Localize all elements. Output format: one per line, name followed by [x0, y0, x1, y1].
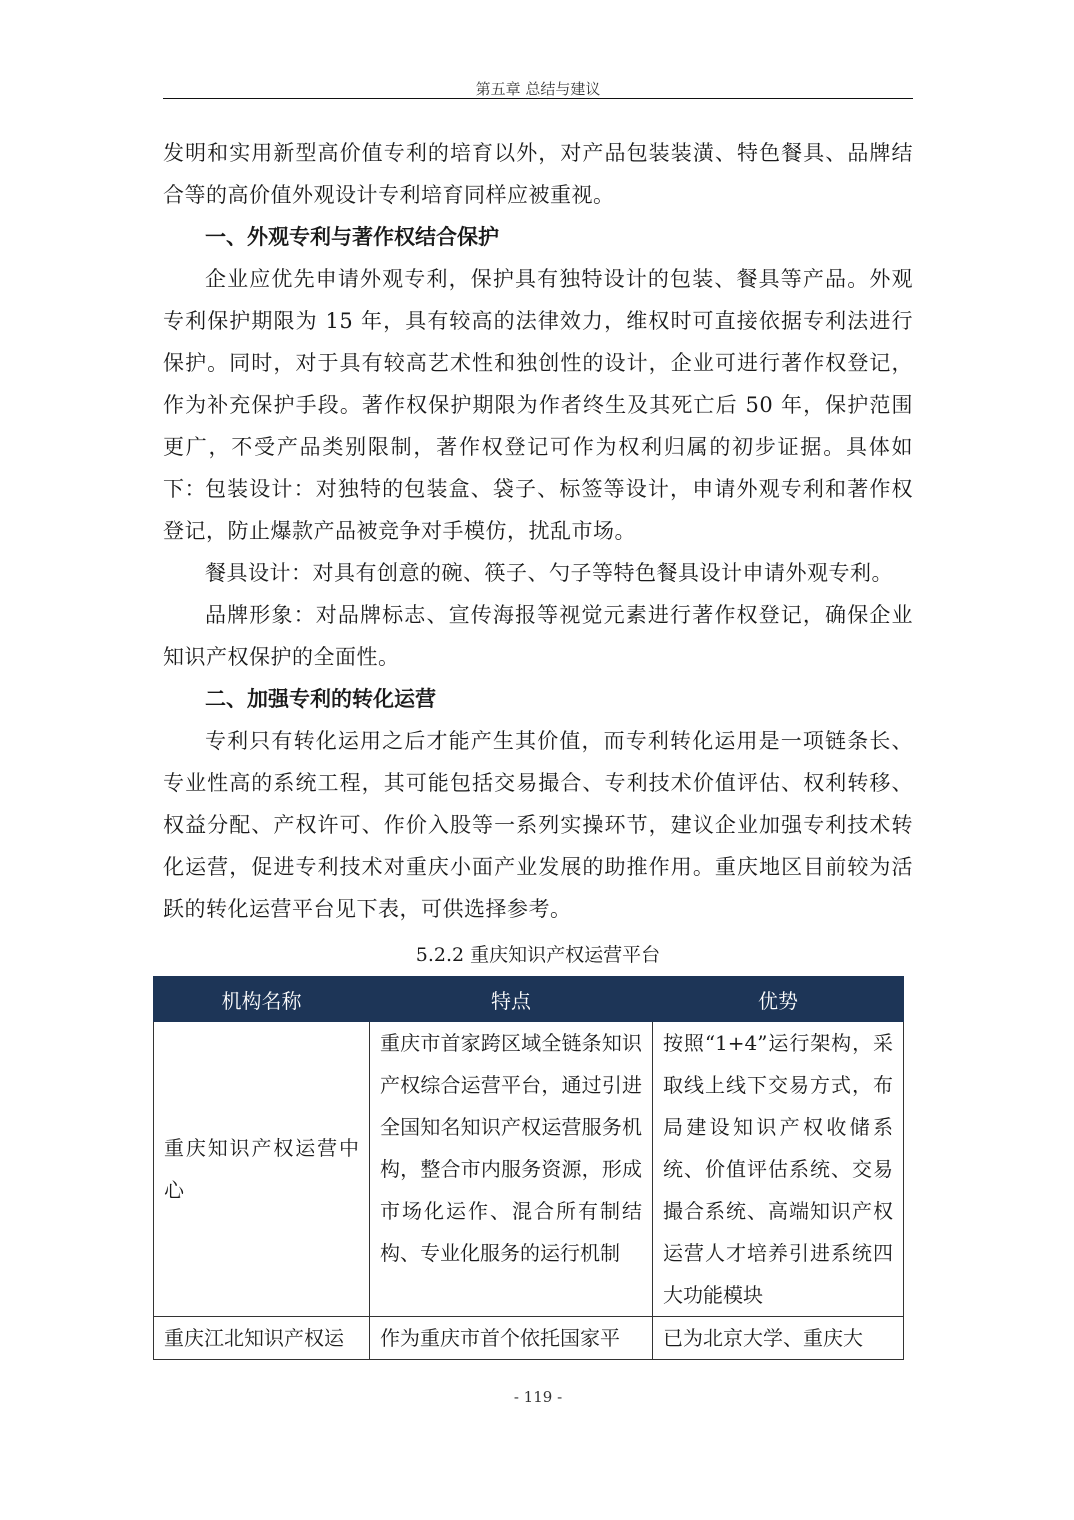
- page-number: - 119 -: [513, 1388, 563, 1406]
- paragraph-commercialization: 专利只有转化运用之后才能产生其价值，而专利转化运用是一项链条长、专业性高的系统工程，其可能包括交易撮合、专利技术价值评估、权利转移、权益分配、产权许可、作价入股等一系列实操环节，建议企业加强专利技术转化运营，促进专利技术对重庆小面产业发展的助推作用。重庆地区目前较为活跃的转化运营平台见下表，可供选择参考。: [163, 729, 913, 921]
- cell-org-name: 重庆知识产权运营中心: [154, 1022, 370, 1317]
- cell-feature: 作为重庆市首个依托国家平: [370, 1317, 653, 1360]
- column-header-advantage: 优势: [653, 977, 904, 1022]
- cell-org-name: 重庆江北知识产权运: [154, 1317, 370, 1360]
- section-heading-2: 二、加强专利的转化运营: [205, 687, 436, 711]
- paragraph-brand: 品牌形象：对品牌标志、宣传海报等视觉元素进行著作权登记，确保企业知识产权保护的全面性。: [163, 603, 913, 669]
- running-header: 第五章 总结与建议: [475, 80, 601, 98]
- table-header-row: [154, 977, 904, 1022]
- cell-feature: 重庆市首家跨区域全链条知识产权综合运营平台，通过引进全国知名知识产权运营服务机构，整合市内服务资源，形成市场化运作、混合所有制结构、专业化服务的运行机制: [370, 1022, 653, 1317]
- column-header-name: 机构名称: [154, 977, 370, 1022]
- platform-table: [153, 976, 904, 1360]
- cell-advantage: 已为北京大学、重庆大: [653, 1317, 904, 1360]
- column-header-feature: 特点: [370, 977, 653, 1022]
- cell-advantage: 按照“1+4”运行架构，采取线上线下交易方式，布局建设知识产权收储系统、价值评估系统、交易撮合系统、高端知识产权运营人才培养引进系统四大功能模块: [653, 1022, 904, 1317]
- table-caption: 5.2.2 重庆知识产权运营平台: [415, 944, 661, 966]
- paragraph-tableware: 餐具设计：对具有创意的碗、筷子、勺子等特色餐具设计申请外观专利。: [205, 561, 893, 585]
- header-divider: [163, 98, 913, 99]
- table-row: [154, 1317, 904, 1360]
- table-row: [154, 1022, 904, 1317]
- paragraph-intro: 发明和实用新型高价值专利的培育以外，对产品包装装潢、特色餐具、品牌结合等的高价值外观设计专利培育同样应被重视。: [163, 141, 913, 207]
- paragraph-design-patent: 企业应优先申请外观专利，保护具有独特设计的包装、餐具等产品。外观专利保护期限为 15 年，具有较高的法律效力，维权时可直接依据专利法进行保护。同时，对于具有较高艺术性和独创性的设计，企业可进行著作权登记，作为补充保护手段。著作权保护期限为作者终生及其死亡后 50 年，保护范围更广，不受产品类别限制，著作权登记可作为权利归属的初步证据。具体如下：: [163, 267, 913, 501]
- paragraph-packaging: 包装设计：对独特的包装盒、袋子、标签等设计，申请外观专利和著作权登记，防止爆款产品被竞争对手模仿，扰乱市场。: [163, 477, 913, 543]
- section-heading-1: 一、外观专利与著作权结合保护: [205, 225, 499, 249]
